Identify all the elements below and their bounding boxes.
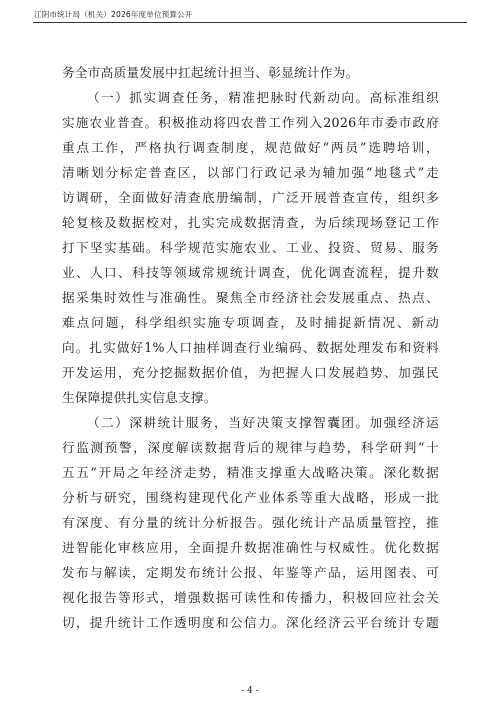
paragraph-line: 有深度、有分量的统计分析报告。强化统计产品质量管控，推 bbox=[62, 515, 439, 530]
paragraph-line: 行监测预警，深度解读数据背后的规律与趋势，科学研判“十 bbox=[62, 440, 439, 455]
paragraph-line: （二）深耕统计服务，当好决策支撑智囊团。加强经济运 bbox=[87, 415, 439, 430]
paragraph-line: （一）抓实调查任务，精准把脉时代新动向。高标准组织 bbox=[87, 90, 439, 105]
document-body bbox=[62, 60, 439, 635]
paragraph-line: 进智能化审核应用，全面提升数据准确性与权威性。优化数据 bbox=[62, 540, 439, 555]
paragraph-line: 难点问题，科学组织实施专项调查，及时捕捉新情况、新动 bbox=[62, 315, 439, 330]
paragraph-line: 五五”开局之年经济走势，精准支撑重大战略决策。深化数据 bbox=[62, 465, 439, 480]
paragraph-line: 务全市高质量发展中扛起统计担当、彰显统计作为。 bbox=[62, 65, 359, 80]
page-header: 江阴市统计局（机关）2026年度单位预算公开 bbox=[34, 10, 193, 19]
paragraph-line: 分析与研究，围绕构建现代化产业体系等重大战略，形成一批 bbox=[62, 490, 439, 505]
paragraph-line: 实施农业普查。积极推动将四农普工作列入2026年市委市政府 bbox=[62, 115, 439, 130]
paragraph-line: 生保障提供扎实信息支撑。 bbox=[62, 390, 217, 405]
paragraph-line: 业、人口、科技等领域常规统计调查，优化调查流程，提升数 bbox=[62, 265, 439, 280]
paragraph-line: 重点工作，严格执行调查制度，规范做好“两员”选聘培训， bbox=[62, 140, 439, 155]
paragraph-line: 切，提升统计工作透明度和公信力。深化经济云平台统计专题 bbox=[62, 615, 439, 630]
paragraph-line: 打下坚实基础。科学规范实施农业、工业、投资、贸易、服务 bbox=[62, 240, 439, 255]
paragraph-line: 清晰划分标定普查区，以部门行政记录为辅加强“地毯式”走 bbox=[62, 165, 439, 180]
header-rule bbox=[33, 22, 467, 23]
page-number: - 4 - bbox=[241, 686, 259, 696]
paragraph-line: 向。扎实做好1%人口抽样调查行业编码、数据处理发布和资料 bbox=[62, 340, 439, 355]
paragraph-line: 发布与解读，定期发布统计公报、年鉴等产品，运用图表、可 bbox=[62, 565, 439, 580]
paragraph-line: 轮复核及数据校对，扎实完成数据清查，为后续现场登记工作 bbox=[62, 215, 439, 230]
paragraph-line: 视化报告等形式，增强数据可读性和传播力，积极回应社会关 bbox=[62, 590, 439, 605]
paragraph-line: 访调研，全面做好清查底册编制，广泛开展普查宣传，组织多 bbox=[62, 190, 439, 205]
paragraph-line: 据采集时效性与准确性。聚焦全市经济社会发展重点、热点、 bbox=[62, 290, 439, 305]
paragraph-line: 开发运用，充分挖掘数据价值，为把握人口发展趋势、加强民 bbox=[62, 365, 439, 380]
